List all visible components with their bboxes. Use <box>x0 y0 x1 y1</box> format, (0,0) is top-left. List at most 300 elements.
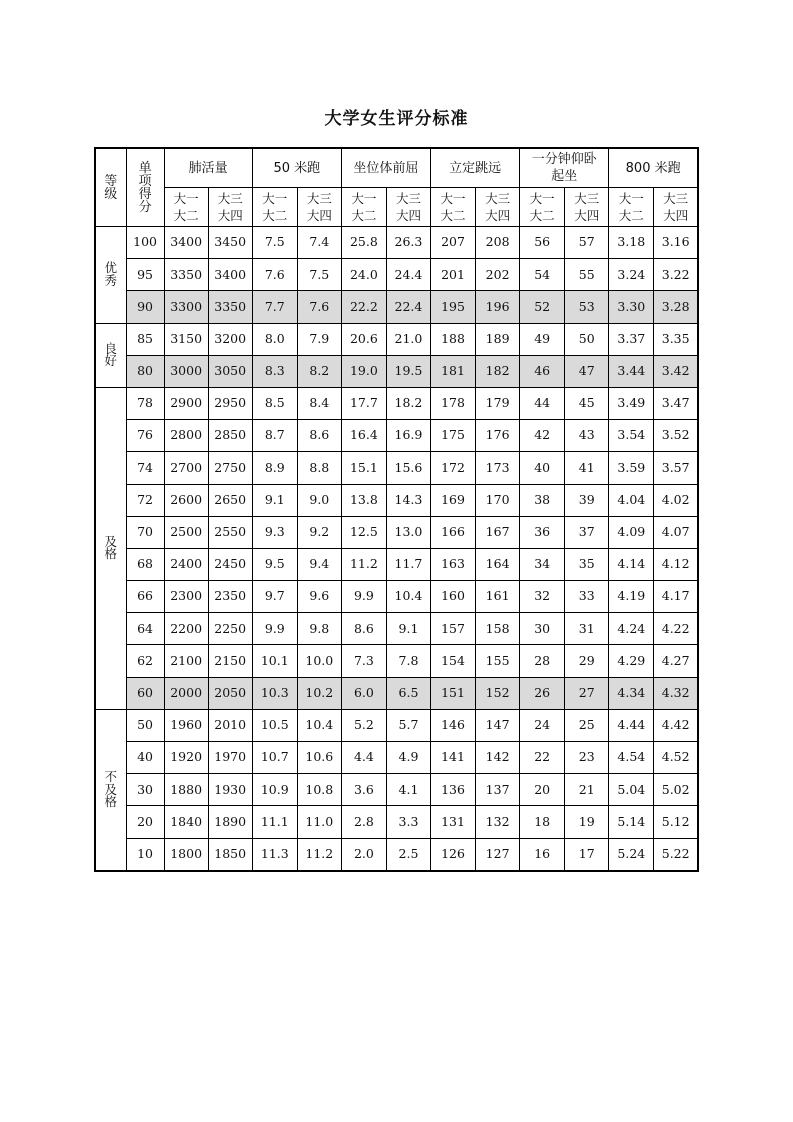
value-cell: 10.0 <box>297 645 341 677</box>
value-cell: 4.42 <box>654 709 698 741</box>
event-header-sit-ups: 一分钟仰卧起坐 <box>520 148 609 188</box>
value-cell: 10.7 <box>252 742 297 774</box>
value-cell: 2650 <box>208 484 252 516</box>
table-row <box>95 742 698 774</box>
value-cell: 9.4 <box>297 548 341 580</box>
year-group-freshman-sophomore: 大一 大二 <box>609 188 654 227</box>
value-cell: 20.6 <box>341 323 386 355</box>
value-cell: 10.6 <box>297 742 341 774</box>
value-cell: 3.6 <box>341 774 386 806</box>
value-cell: 3.30 <box>609 291 654 323</box>
value-cell: 24.4 <box>386 259 430 291</box>
value-cell: 181 <box>431 355 476 387</box>
value-cell: 7.5 <box>252 227 297 259</box>
value-cell: 39 <box>565 484 609 516</box>
value-cell: 31 <box>565 613 609 645</box>
score-cell: 68 <box>126 548 164 580</box>
value-cell: 2350 <box>208 581 252 613</box>
value-cell: 3.47 <box>654 387 698 419</box>
table-row <box>95 677 698 709</box>
value-cell: 4.12 <box>654 548 698 580</box>
year-group-freshman-sophomore: 大一 大二 <box>341 188 386 227</box>
value-cell: 2550 <box>208 516 252 548</box>
value-cell: 8.8 <box>297 452 341 484</box>
value-cell: 201 <box>431 259 476 291</box>
value-cell: 8.3 <box>252 355 297 387</box>
value-cell: 19.0 <box>341 355 386 387</box>
table-row <box>95 581 698 613</box>
value-cell: 29 <box>565 645 609 677</box>
value-cell: 55 <box>565 259 609 291</box>
value-cell: 179 <box>476 387 520 419</box>
value-cell: 131 <box>431 806 476 838</box>
value-cell: 3.59 <box>609 452 654 484</box>
value-cell: 3200 <box>208 323 252 355</box>
value-cell: 164 <box>476 548 520 580</box>
year-group-junior-senior: 大三 大四 <box>654 188 698 227</box>
value-cell: 33 <box>565 581 609 613</box>
value-cell: 208 <box>476 227 520 259</box>
value-cell: 2700 <box>164 452 208 484</box>
value-cell: 2500 <box>164 516 208 548</box>
value-cell: 54 <box>520 259 565 291</box>
value-cell: 4.17 <box>654 581 698 613</box>
score-cell: 10 <box>126 838 164 871</box>
value-cell: 8.9 <box>252 452 297 484</box>
value-cell: 2200 <box>164 613 208 645</box>
table-row <box>95 355 698 387</box>
value-cell: 136 <box>431 774 476 806</box>
value-cell: 37 <box>565 516 609 548</box>
value-cell: 2950 <box>208 387 252 419</box>
value-cell: 45 <box>565 387 609 419</box>
value-cell: 10.2 <box>297 677 341 709</box>
value-cell: 2850 <box>208 420 252 452</box>
value-cell: 27 <box>565 677 609 709</box>
value-cell: 3.54 <box>609 420 654 452</box>
value-cell: 166 <box>431 516 476 548</box>
value-cell: 50 <box>565 323 609 355</box>
value-cell: 22 <box>520 742 565 774</box>
score-cell: 40 <box>126 742 164 774</box>
value-cell: 1970 <box>208 742 252 774</box>
score-cell: 76 <box>126 420 164 452</box>
value-cell: 9.9 <box>252 613 297 645</box>
value-cell: 41 <box>565 452 609 484</box>
score-cell: 30 <box>126 774 164 806</box>
value-cell: 9.5 <box>252 548 297 580</box>
value-cell: 8.7 <box>252 420 297 452</box>
value-cell: 2400 <box>164 548 208 580</box>
table-row <box>95 291 698 323</box>
value-cell: 126 <box>431 838 476 871</box>
value-cell: 20 <box>520 774 565 806</box>
year-group-junior-senior: 大三 大四 <box>565 188 609 227</box>
value-cell: 161 <box>476 581 520 613</box>
value-cell: 3450 <box>208 227 252 259</box>
value-cell: 173 <box>476 452 520 484</box>
value-cell: 3000 <box>164 355 208 387</box>
value-cell: 8.5 <box>252 387 297 419</box>
value-cell: 10.8 <box>297 774 341 806</box>
value-cell: 8.4 <box>297 387 341 419</box>
score-cell: 62 <box>126 645 164 677</box>
value-cell: 8.6 <box>297 420 341 452</box>
value-cell: 9.3 <box>252 516 297 548</box>
table-row <box>95 420 698 452</box>
page-title: 大学女生评分标准 <box>324 109 469 129</box>
year-group-junior-senior: 大三 大四 <box>476 188 520 227</box>
value-cell: 13.8 <box>341 484 386 516</box>
year-group-freshman-sophomore: 大一 大二 <box>252 188 297 227</box>
header-row <box>95 148 698 188</box>
value-cell: 46 <box>520 355 565 387</box>
value-cell: 19 <box>565 806 609 838</box>
subheader-row <box>95 188 698 227</box>
value-cell: 2900 <box>164 387 208 419</box>
value-cell: 4.04 <box>609 484 654 516</box>
table-row <box>95 323 698 355</box>
year-group-freshman-sophomore: 大一 大二 <box>520 188 565 227</box>
value-cell: 9.9 <box>341 581 386 613</box>
value-cell: 3.57 <box>654 452 698 484</box>
value-cell: 2600 <box>164 484 208 516</box>
value-cell: 21 <box>565 774 609 806</box>
value-cell: 4.19 <box>609 581 654 613</box>
value-cell: 2750 <box>208 452 252 484</box>
value-cell: 1960 <box>164 709 208 741</box>
value-cell: 137 <box>476 774 520 806</box>
value-cell: 4.54 <box>609 742 654 774</box>
table-row <box>95 452 698 484</box>
value-cell: 202 <box>476 259 520 291</box>
value-cell: 2.0 <box>341 838 386 871</box>
score-cell: 95 <box>126 259 164 291</box>
value-cell: 14.3 <box>386 484 430 516</box>
value-cell: 2150 <box>208 645 252 677</box>
value-cell: 43 <box>565 420 609 452</box>
value-cell: 8.6 <box>341 613 386 645</box>
value-cell: 3350 <box>164 259 208 291</box>
value-cell: 47 <box>565 355 609 387</box>
value-cell: 5.24 <box>609 838 654 871</box>
value-cell: 3400 <box>164 227 208 259</box>
value-cell: 1920 <box>164 742 208 774</box>
value-cell: 9.1 <box>252 484 297 516</box>
value-cell: 17 <box>565 838 609 871</box>
value-cell: 4.32 <box>654 677 698 709</box>
value-cell: 3.28 <box>654 291 698 323</box>
score-cell: 20 <box>126 806 164 838</box>
value-cell: 147 <box>476 709 520 741</box>
value-cell: 167 <box>476 516 520 548</box>
value-cell: 36 <box>520 516 565 548</box>
score-cell: 100 <box>126 227 164 259</box>
value-cell: 132 <box>476 806 520 838</box>
value-cell: 11.2 <box>341 548 386 580</box>
value-cell: 38 <box>520 484 565 516</box>
value-cell: 7.6 <box>297 291 341 323</box>
value-cell: 22.4 <box>386 291 430 323</box>
grade-label: 良 好 <box>95 323 126 387</box>
value-cell: 176 <box>476 420 520 452</box>
value-cell: 207 <box>431 227 476 259</box>
value-cell: 2.5 <box>386 838 430 871</box>
score-cell: 50 <box>126 709 164 741</box>
grade-label: 不 及 格 <box>95 709 126 870</box>
value-cell: 3.18 <box>609 227 654 259</box>
table-row <box>95 613 698 645</box>
table-row <box>95 516 698 548</box>
value-cell: 16.9 <box>386 420 430 452</box>
value-cell: 169 <box>431 484 476 516</box>
value-cell: 7.4 <box>297 227 341 259</box>
value-cell: 1880 <box>164 774 208 806</box>
year-group-junior-senior: 大三 大四 <box>208 188 252 227</box>
value-cell: 5.04 <box>609 774 654 806</box>
value-cell: 5.22 <box>654 838 698 871</box>
value-cell: 16 <box>520 838 565 871</box>
value-cell: 6.5 <box>386 677 430 709</box>
value-cell: 4.29 <box>609 645 654 677</box>
value-cell: 26 <box>520 677 565 709</box>
value-cell: 4.4 <box>341 742 386 774</box>
value-cell: 1890 <box>208 806 252 838</box>
value-cell: 56 <box>520 227 565 259</box>
score-cell: 80 <box>126 355 164 387</box>
score-cell: 74 <box>126 452 164 484</box>
value-cell: 142 <box>476 742 520 774</box>
value-cell: 10.3 <box>252 677 297 709</box>
value-cell: 1800 <box>164 838 208 871</box>
value-cell: 5.02 <box>654 774 698 806</box>
grade-label: 优 秀 <box>95 227 126 324</box>
value-cell: 12.5 <box>341 516 386 548</box>
value-cell: 151 <box>431 677 476 709</box>
value-cell: 5.7 <box>386 709 430 741</box>
score-cell: 60 <box>126 677 164 709</box>
value-cell: 3.42 <box>654 355 698 387</box>
value-cell: 16.4 <box>341 420 386 452</box>
value-cell: 163 <box>431 548 476 580</box>
value-cell: 11.3 <box>252 838 297 871</box>
value-cell: 4.02 <box>654 484 698 516</box>
value-cell: 9.6 <box>297 581 341 613</box>
value-cell: 8.0 <box>252 323 297 355</box>
value-cell: 189 <box>476 323 520 355</box>
value-cell: 49 <box>520 323 565 355</box>
value-cell: 8.2 <box>297 355 341 387</box>
value-cell: 157 <box>431 613 476 645</box>
value-cell: 7.9 <box>297 323 341 355</box>
value-cell: 11.7 <box>386 548 430 580</box>
score-cell: 66 <box>126 581 164 613</box>
value-cell: 18 <box>520 806 565 838</box>
value-cell: 3.44 <box>609 355 654 387</box>
value-cell: 40 <box>520 452 565 484</box>
value-cell: 10.9 <box>252 774 297 806</box>
value-cell: 17.7 <box>341 387 386 419</box>
score-cell: 90 <box>126 291 164 323</box>
value-cell: 25.8 <box>341 227 386 259</box>
value-cell: 4.24 <box>609 613 654 645</box>
value-cell: 10.5 <box>252 709 297 741</box>
value-cell: 3.52 <box>654 420 698 452</box>
value-cell: 24.0 <box>341 259 386 291</box>
value-cell: 15.1 <box>341 452 386 484</box>
value-cell: 7.6 <box>252 259 297 291</box>
value-cell: 25 <box>565 709 609 741</box>
value-cell: 152 <box>476 677 520 709</box>
grade-label: 及 格 <box>95 387 126 709</box>
value-cell: 1840 <box>164 806 208 838</box>
table-row <box>95 484 698 516</box>
value-cell: 3.37 <box>609 323 654 355</box>
grade-header: 等 级 <box>95 148 126 227</box>
value-cell: 188 <box>431 323 476 355</box>
value-cell: 7.5 <box>297 259 341 291</box>
value-cell: 23 <box>565 742 609 774</box>
score-cell: 85 <box>126 323 164 355</box>
value-cell: 34 <box>520 548 565 580</box>
value-cell: 24 <box>520 709 565 741</box>
value-cell: 28 <box>520 645 565 677</box>
value-cell: 4.34 <box>609 677 654 709</box>
value-cell: 19.5 <box>386 355 430 387</box>
event-header-standing-long-jump: 立定跳远 <box>431 148 520 188</box>
table-row <box>95 838 698 871</box>
value-cell: 155 <box>476 645 520 677</box>
value-cell: 2300 <box>164 581 208 613</box>
value-cell: 196 <box>476 291 520 323</box>
value-cell: 3.22 <box>654 259 698 291</box>
value-cell: 2250 <box>208 613 252 645</box>
value-cell: 1850 <box>208 838 252 871</box>
value-cell: 4.1 <box>386 774 430 806</box>
value-cell: 2800 <box>164 420 208 452</box>
value-cell: 22.2 <box>341 291 386 323</box>
value-cell: 53 <box>565 291 609 323</box>
value-cell: 5.2 <box>341 709 386 741</box>
value-cell: 160 <box>431 581 476 613</box>
value-cell: 4.22 <box>654 613 698 645</box>
value-cell: 15.6 <box>386 452 430 484</box>
value-cell: 3300 <box>164 291 208 323</box>
table-row <box>95 774 698 806</box>
value-cell: 9.8 <box>297 613 341 645</box>
value-cell: 1930 <box>208 774 252 806</box>
value-cell: 4.27 <box>654 645 698 677</box>
event-header-vital-capacity: 肺活量 <box>164 148 252 188</box>
value-cell: 3400 <box>208 259 252 291</box>
value-cell: 9.7 <box>252 581 297 613</box>
value-cell: 4.44 <box>609 709 654 741</box>
value-cell: 2010 <box>208 709 252 741</box>
value-cell: 4.14 <box>609 548 654 580</box>
table-row <box>95 806 698 838</box>
value-cell: 57 <box>565 227 609 259</box>
value-cell: 10.1 <box>252 645 297 677</box>
value-cell: 6.0 <box>341 677 386 709</box>
score-cell: 78 <box>126 387 164 419</box>
event-header-50m-run: 50 米跑 <box>252 148 341 188</box>
value-cell: 5.14 <box>609 806 654 838</box>
value-cell: 2450 <box>208 548 252 580</box>
value-cell: 13.0 <box>386 516 430 548</box>
value-cell: 4.9 <box>386 742 430 774</box>
score-cell: 64 <box>126 613 164 645</box>
year-group-freshman-sophomore: 大一 大二 <box>164 188 208 227</box>
value-cell: 3.49 <box>609 387 654 419</box>
value-cell: 9.0 <box>297 484 341 516</box>
value-cell: 3.16 <box>654 227 698 259</box>
year-group-freshman-sophomore: 大一 大二 <box>431 188 476 227</box>
value-cell: 3150 <box>164 323 208 355</box>
table-row <box>95 387 698 419</box>
score-header: 单 项 得 分 <box>126 148 164 227</box>
value-cell: 127 <box>476 838 520 871</box>
value-cell: 154 <box>431 645 476 677</box>
value-cell: 10.4 <box>297 709 341 741</box>
value-cell: 4.09 <box>609 516 654 548</box>
table-row <box>95 259 698 291</box>
value-cell: 175 <box>431 420 476 452</box>
value-cell: 7.8 <box>386 645 430 677</box>
value-cell: 182 <box>476 355 520 387</box>
score-cell: 72 <box>126 484 164 516</box>
value-cell: 11.1 <box>252 806 297 838</box>
value-cell: 18.2 <box>386 387 430 419</box>
value-cell: 146 <box>431 709 476 741</box>
value-cell: 2000 <box>164 677 208 709</box>
table-row <box>95 709 698 741</box>
value-cell: 32 <box>520 581 565 613</box>
value-cell: 11.2 <box>297 838 341 871</box>
value-cell: 5.12 <box>654 806 698 838</box>
value-cell: 7.7 <box>252 291 297 323</box>
value-cell: 52 <box>520 291 565 323</box>
value-cell: 3350 <box>208 291 252 323</box>
value-cell: 4.07 <box>654 516 698 548</box>
value-cell: 21.0 <box>386 323 430 355</box>
value-cell: 30 <box>520 613 565 645</box>
year-group-junior-senior: 大三 大四 <box>297 188 341 227</box>
value-cell: 7.3 <box>341 645 386 677</box>
value-cell: 141 <box>431 742 476 774</box>
value-cell: 3.24 <box>609 259 654 291</box>
event-header-800m-run: 800 米跑 <box>609 148 698 188</box>
value-cell: 3050 <box>208 355 252 387</box>
table-row <box>95 227 698 259</box>
value-cell: 10.4 <box>386 581 430 613</box>
value-cell: 158 <box>476 613 520 645</box>
value-cell: 11.0 <box>297 806 341 838</box>
value-cell: 3.35 <box>654 323 698 355</box>
table-row <box>95 645 698 677</box>
value-cell: 2.8 <box>341 806 386 838</box>
value-cell: 195 <box>431 291 476 323</box>
value-cell: 26.3 <box>386 227 430 259</box>
value-cell: 42 <box>520 420 565 452</box>
value-cell: 9.2 <box>297 516 341 548</box>
score-table <box>94 147 699 872</box>
score-cell: 70 <box>126 516 164 548</box>
event-header-sit-and-reach: 坐位体前屈 <box>341 148 430 188</box>
value-cell: 2100 <box>164 645 208 677</box>
value-cell: 170 <box>476 484 520 516</box>
table-row <box>95 548 698 580</box>
year-group-junior-senior: 大三 大四 <box>386 188 430 227</box>
